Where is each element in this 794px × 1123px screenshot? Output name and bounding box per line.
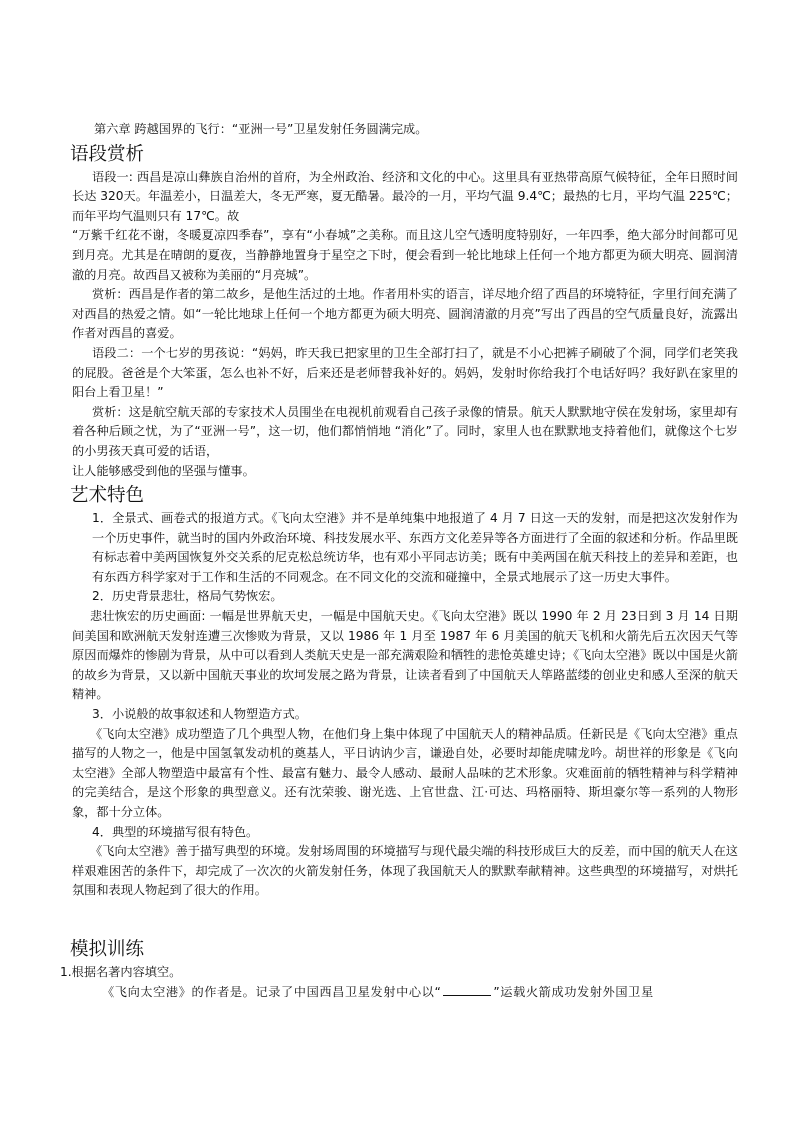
appreciation-two: 赏析：这是航空航天部的专家技术人员围坐在电视机前观看自己孩子录像的情景。航天人默默地守侯在发射场，家里却有着各种后顾之忧，为了“亚洲一号”，这一切，他们都悄悄地 “消化”了。同时，家里人也在默默地支持着他们，就像这个七岁的小男孩天真可爱的话语， (72, 404, 738, 458)
appreciation-one: 赏析：西昌是作者的第二故乡，是他生活过的土地。作者用朴实的语言，详尽地介绍了西昌的环境特征，字里行间充满了对西昌的热爱之情。如“一轮比地球上任何一个地方都更为硕大明亮、圆润清澈的月亮”写出了西昌的空气质量良好，流露出作者对西昌的喜爱。 (72, 287, 738, 341)
feature-item-3-wrap (72, 705, 738, 725)
feature-3-paragraph: 《飞向太空港》成功塑造了几个典型人物，在他们身上集中体现了中国航天人的精神品质。任新民是《飞向太空港》重点描写的人物之一，他是中国氢氧发动机的奠基人，平日讷讷少言，谦逊自处，必要时却能虎啸龙吟。胡世祥的形象是《飞向太空港》全部人物塑造中最富有个性、最富有魅力、最令人感动、最耐人品味的艺术形象。灾难面前的牺牲精神与科学精神的完美结合，是这个形象的典型意义。还有沈荣骏、谢光选、上官世盘、江·可达、玛格丽特、斯坦豪尔等一系列的人物形象，都十分立体。 (72, 726, 738, 819)
question-1-text-a: 《飞向太空港》的作者是。记录了中国西昌卫星发射中心以“ (102, 984, 442, 999)
question-1: 1.根据名著内容填空。 (60, 964, 182, 979)
document-page (60, 120, 738, 1002)
passage-one-continued: “万紫千红花不谢，冬暖夏凉四季春”，享有“小春城”之美称。而且这儿空气透明度特别好，一年四季，绝大部分时间都可见到月亮。尤其是在晴朗的夏夜，当静静地置身于星空之下时，便会看到一轮比地球上任何一个地方都更为硕大明亮、圆润清澈的月亮。故西昌又被称为美丽的“月亮城”。 (72, 228, 738, 282)
passage-two: 语段二：一个七岁的男孩说：“妈妈，昨天我已把家里的卫生全部打扫了，就是不小心把裤子刷破了个洞，同学们老笑我的屁股。爸爸是个大笨蛋，怎么也补不好，后来还是老师替我补好的。妈妈，发射时你给我打个电话好吗？我好趴在家里的阳台上看卫星！” (72, 345, 738, 400)
artistic-features-list (72, 509, 738, 607)
feature-item-4-wrap (72, 823, 738, 843)
section-heading-passage-appreciation: 语段赏析 (70, 143, 145, 165)
feature-item-2: 2．历史背景悲壮，格局气势恢宏。 (92, 589, 283, 604)
question-1-text-b: ”运载火箭成功发射外国卫星 (493, 984, 654, 999)
appreciation-two-end: 让人能够感受到他的坚强与懂事。 (72, 463, 255, 478)
feature-4-paragraph: 《飞向太空港》善于描写典型的环境。发射场周围的环境描写与现代最尖端的科技形成巨大的反差，而中国的航天人在这样艰难困苦的条件下，却完成了一次次的火箭发射任务，体现了我国航天人的默默奉献精神。这些典型的环境描写，对烘托氛围和表现人物起到了很大的作用。 (72, 844, 738, 898)
question-1-fill-line (72, 983, 738, 1003)
feature-2-paragraph: 悲壮恢宏的历史画面: 一幅是世界航天史，一幅是中国航天史。《飞向太空港》既以 1990 年 2 月 23日到 3 月 14 日期间美国和欧洲航天发射连遭三次惨败为背景，又以 1986 年 1 月至 1987 年 6 月美国的航天飞机和火箭先后五次因天气等原因而爆炸的惨剧为背景，从中可以看到人类航天史是一部充满艰险和牺牲的悲怆英雄史诗；《飞向太空港》既以中国是火箭的故乡为背景，又以新中国航天事业的坎坷发展之路为背景，让读者看到了中国航天人筚路蓝缕的创业史和感人至深的航天精神。 (72, 609, 738, 702)
section-heading-practice: 模拟训练 (70, 938, 145, 960)
passage-one: 语段一: 西昌是凉山彝族自治州的首府，为全州政治、经济和文化的中心。这里具有亚热带高原气候特征，全年日照时间长达 320天。年温差小，日温差大，冬无严寒，夏无酷暑。最冷的一月，平均气温 9.4℃；最热的七月，平均气温 225℃；而年平均气温则只有 17℃。故 (72, 169, 738, 223)
section-gap (72, 901, 738, 935)
feature-item-4: 4．典型的环境描写很有特色。 (92, 824, 259, 839)
chapter-6-line: 第六章 跨越国界的飞行：“亚洲一号”卫星发射任务圆满完成。 (94, 122, 428, 136)
section-heading-artistic-features: 艺术特色 (70, 485, 145, 507)
answer-blank[interactable] (443, 983, 491, 996)
feature-item-1: 1．全景式、画卷式的报道方式。《飞向太空港》并不是单纯集中地报道了 4 月 7 日这一天的发射，而是把这次发射作为一个历史事件，就当时的国内外政治环境、科技发展水平、东西方文化差异等各方面进行了全面的叙述和分析。作品里既有标志着中美两国恢复外交关系的尼克松总统访华，也有邓小平同志访美；既有中美两国在航天科技上的差异和差距，也有东西方科学家对于工作和生活的不同观念。在不同文化的交流和碰撞中，全景式地展示了这一历史大事件。 (92, 511, 738, 584)
feature-item-3: 3．小说般的故事叙述和人物塑造方式。 (92, 707, 307, 722)
